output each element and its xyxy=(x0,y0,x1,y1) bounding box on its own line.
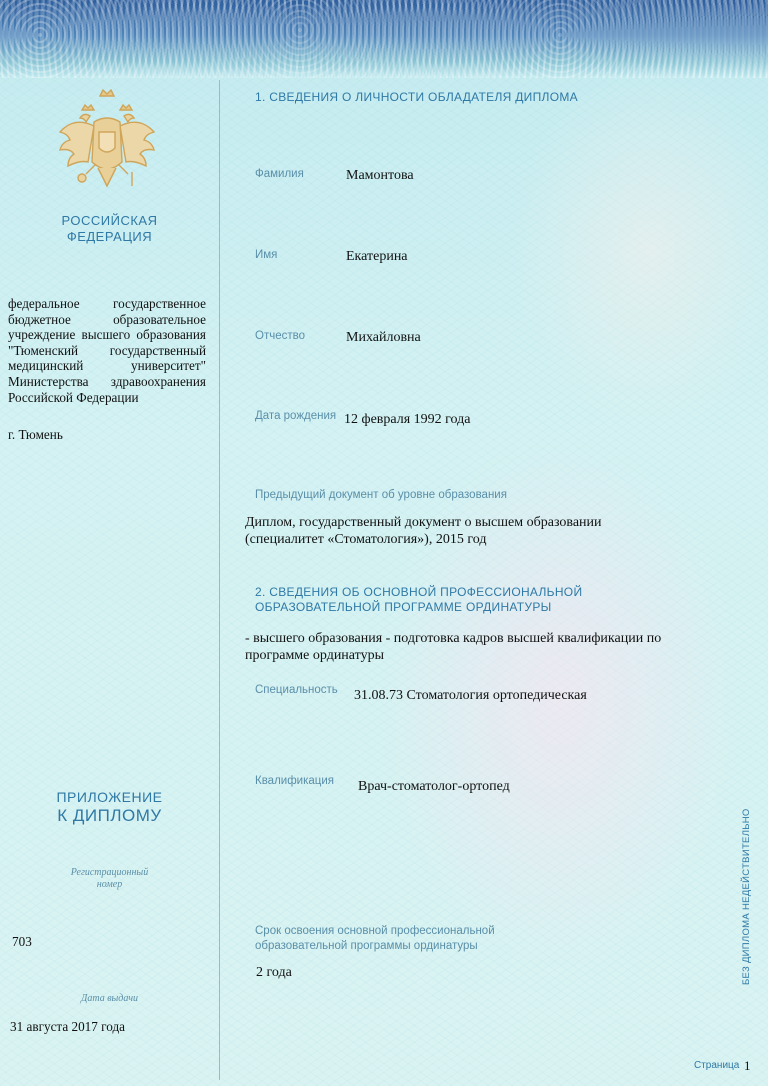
appendix-title-line1: ПРИЛОЖЕНИЕ xyxy=(56,789,163,805)
registration-label-line2: номер xyxy=(96,879,123,890)
page-number: 1 xyxy=(744,1058,751,1073)
duration-value: 2 года xyxy=(256,965,292,980)
specialty-value: 31.08.73 Стоматология ортопедическая xyxy=(354,688,587,703)
issue-date-label: Дата выдачи xyxy=(80,993,139,1004)
double-headed-eagle-emblem-icon xyxy=(52,86,162,206)
patronymic-value: Михайловна xyxy=(346,330,421,345)
previous-document-line1: Диплом, государственный документ о высшем образовании xyxy=(245,515,602,530)
country-name-line1: РОССИЙСКАЯ xyxy=(61,213,158,228)
registration-number: 703 xyxy=(12,934,32,949)
page-label: Страница xyxy=(694,1060,740,1071)
validity-vertical-note: БЕЗ ДИПЛОМА НЕДЕЙСТВИТЕЛЬНО xyxy=(741,808,752,985)
qualification-label: Квалификация xyxy=(255,775,335,787)
section1-title: 1. СВЕДЕНИЯ О ЛИЧНОСТИ ОБЛАДАТЕЛЯ ДИПЛОМА xyxy=(255,90,578,104)
country-name-line2: ФЕДЕРАЦИЯ xyxy=(66,229,153,244)
section2-title-line2: ОБРАЗОВАТЕЛЬНОЙ ПРОГРАММЕ ОРДИНАТУРЫ xyxy=(255,600,552,614)
previous-document-line2: (специалитет «Стоматология»), 2015 год xyxy=(245,532,487,547)
column-divider xyxy=(219,80,220,1080)
organization-name: федеральное государственное бюджетное образовательное учреждение высшего образования "Тюменский государственный медицинский университет" Министерства здравоохранения Российской Федерации xyxy=(8,296,206,405)
duration-label-line2: образовательной программы ординатуры xyxy=(255,940,478,952)
previous-document-label: Предыдущий документ об уровне образования xyxy=(255,489,507,501)
registration-label-line1: Регистрационный xyxy=(70,867,149,878)
patronymic-label: Отчество xyxy=(255,330,305,342)
appendix-title-line2: К ДИПЛОМУ xyxy=(57,806,162,825)
decorative-top-band xyxy=(0,0,768,78)
organization-city: г. Тюмень xyxy=(8,427,63,442)
name-label: Имя xyxy=(255,249,278,261)
birth-date-label: Дата рождения xyxy=(255,410,337,422)
duration-label-line1: Срок освоения основной профессиональной xyxy=(255,925,495,937)
education-level-line1: - высшего образования - подготовка кадров высшей квалификации по xyxy=(245,631,662,646)
education-level-line2: программе ординатуры xyxy=(245,648,384,663)
surname-label: Фамилия xyxy=(255,168,304,180)
qualification-value: Врач-стоматолог-ортопед xyxy=(358,779,510,794)
section2-title-line1: 2. СВЕДЕНИЯ ОБ ОСНОВНОЙ ПРОФЕССИОНАЛЬНОЙ xyxy=(255,585,583,599)
name-value: Екатерина xyxy=(346,249,408,264)
specialty-label: Специальность xyxy=(255,684,338,696)
birth-date-value: 12 февраля 1992 года xyxy=(344,412,471,427)
issue-date: 31 августа 2017 года xyxy=(10,1019,126,1034)
surname-value: Мамонтова xyxy=(346,168,414,183)
